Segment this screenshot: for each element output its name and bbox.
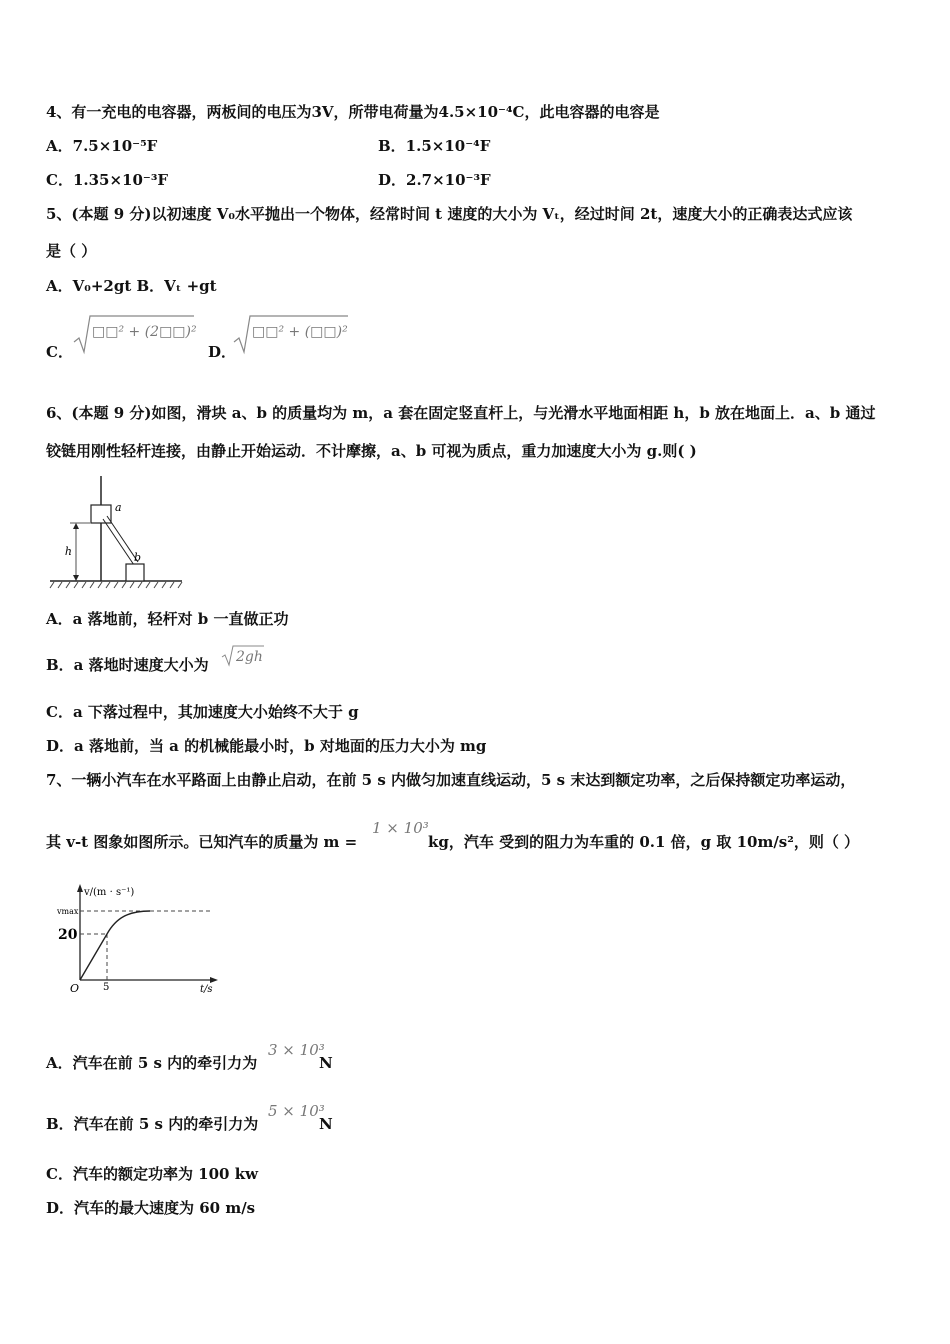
- block-b: [126, 564, 144, 581]
- ground-hatching: [50, 582, 182, 588]
- y-tick-20: 20: [58, 927, 78, 943]
- label-b: b: [134, 551, 142, 564]
- q7-stem-line1: 7、一辆小汽车在水平路面上由静止启动，在前 5 s 内做匀加速直线运动，5 s 末达到额定功率，之后保持额定功率运动，: [46, 771, 856, 789]
- q7-option-a-expr: 3 × 10³: [268, 1041, 325, 1059]
- origin-label: O: [70, 982, 80, 995]
- q7-stem-line2b: kg，汽车 受到的阻力为车重的 0.1 倍，g 取 10m/s²，则（ ）: [428, 833, 860, 851]
- q5-option-d-expr: □□² + (□□)²: [252, 324, 348, 340]
- q7-vt-graph: [54, 880, 224, 998]
- label-h: h: [64, 545, 72, 558]
- q4-stem: 4、有一充电的电容器，两板间的电压为3V，所带电荷量为4.5×10⁻⁴C，此电容器的电容是: [46, 103, 660, 121]
- q7-option-b-unit: N: [319, 1115, 333, 1133]
- q5-stem-line2: 是（ ）: [46, 242, 97, 260]
- q6-option-c: C．a 下落过程中，其加速度大小始终不大于 g: [46, 703, 359, 721]
- q7-mass-expr: 1 × 10³: [372, 819, 429, 837]
- q4-option-c: C．1.35×10⁻³F: [46, 171, 169, 189]
- q6-option-d: D．a 落地前，当 a 的机械能最小时，b 对地面的压力大小为 mg: [46, 737, 487, 755]
- q6-option-b-expr: 2gh: [236, 649, 263, 665]
- q6-figure: [46, 474, 186, 592]
- label-a: a: [115, 501, 122, 514]
- rigid-rod: [103, 519, 134, 565]
- q6-stem-line1: 6、(本题 9 分)如图，滑块 a、b 的质量均为 m，a 套在固定竖直杆上，与光滑水平地面相距 h，b 放在地面上．a、b 通过: [46, 404, 876, 422]
- q7-option-c: C．汽车的额定功率为 100 kw: [46, 1165, 259, 1183]
- q7-option-b-expr: 5 × 10³: [268, 1102, 325, 1120]
- q5-option-c-expr: □□² + (2□□)²: [92, 324, 197, 340]
- q5-option-d-label: D．: [208, 343, 237, 361]
- q7-option-a-unit: N: [319, 1054, 333, 1072]
- q5-stem-line1: 5、(本题 9 分)以初速度 V₀水平抛出一个物体，经常时间 t 速度的大小为 Vₜ，经过时间 2t，速度大小的正确表达式应该: [46, 205, 853, 223]
- y-axis-label: v/(m · s⁻¹): [84, 887, 135, 898]
- slider-a: [91, 505, 111, 523]
- q6-option-a: A．a 落地前，轻杆对 b 一直做正功: [46, 610, 289, 628]
- q7-option-d: D．汽车的最大速度为 60 m/s: [46, 1199, 256, 1217]
- q7-option-b-text: B．汽车在前 5 s 内的牵引力为: [46, 1115, 259, 1133]
- vt-curve: [80, 911, 150, 980]
- q5-options-ab: A．V₀+2gt B．Vₜ +gt: [46, 277, 217, 295]
- q7-option-a-text: A．汽车在前 5 s 内的牵引力为: [46, 1054, 258, 1072]
- q4-option-b: B．1.5×10⁻⁴F: [378, 137, 491, 155]
- q5-option-c-label: C．: [46, 343, 73, 361]
- q6-stem-line2: 铰链用刚性轻杆连接，由静止开始运动．不计摩擦，a、b 可视为质点，重力加速度大小为 g.则( ): [46, 442, 697, 460]
- x-tick-5: 5: [103, 982, 110, 993]
- q6-option-b-text: B．a 落地时速度大小为: [46, 656, 209, 674]
- x-axis-label: t/s: [200, 984, 213, 995]
- vmax-label: vmax: [57, 907, 79, 916]
- q4-option-d: D．2.7×10⁻³F: [378, 171, 491, 189]
- q4-option-a: A．7.5×10⁻⁵F: [46, 137, 158, 155]
- q7-stem-line2a: 其 v-t 图象如图所示。已知汽车的质量为 m =: [46, 833, 358, 851]
